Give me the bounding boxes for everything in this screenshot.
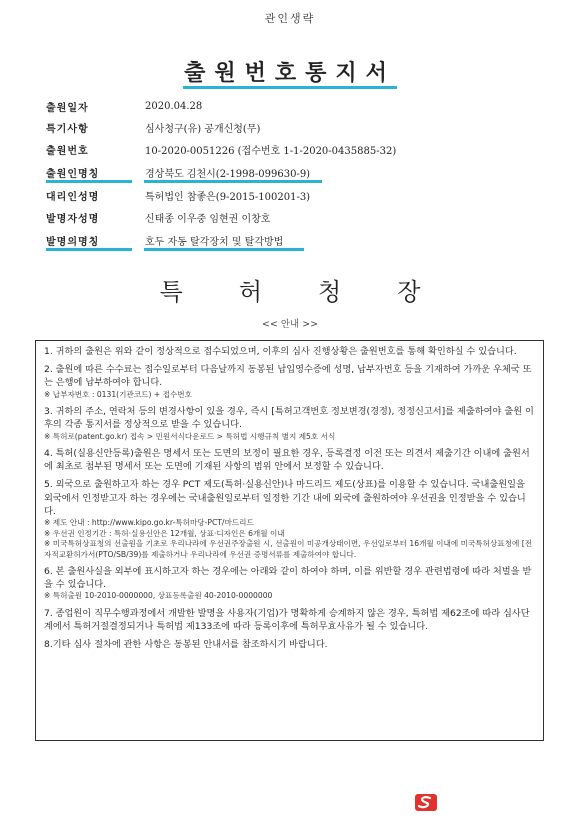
info-label: 출원인명칭 <box>46 168 100 180</box>
info-value: 심사청구(유) 공개신청(무) <box>145 123 261 135</box>
notice-text: 2. 출원에 따른 수수료는 접수일로부터 다음날까지 동봉된 납입영수증에 성명, 납부자번호 등을 기재하여 가까운 우체국 또는 은행에 납부하여야 합니다. <box>44 364 532 389</box>
info-row-applicant <box>46 163 310 181</box>
info-row-inventors <box>46 208 270 226</box>
kipo-logo-icon <box>415 794 437 811</box>
notice-text: 7. 종업원이 직무수행과정에서 개발한 발명을 사용자(기업)가 명확하게 승계하지 않은 경우, 특허법 제62조에 따라 심사단계에서 특허거절결정되거나 특허법 제133조에 따라 등록이후에 특허무효사유가 될 수 있습니다. <box>44 607 530 633</box>
office-char: 청 <box>318 278 342 306</box>
notice-item <box>44 607 535 633</box>
info-value: 10-2020-0051226 (접수번호 1-1-2020-0435885-32) <box>145 145 397 157</box>
notice-text: 8.기타 심사 절차에 관한 사항은 동봉된 안내서를 참조하시기 바랍니다. <box>44 639 328 651</box>
notice-note: ※ 납부자번호 : 0131(기관코드) + 접수번호 <box>44 389 192 399</box>
info-row-filing-date <box>46 97 202 115</box>
notice-item <box>44 638 535 651</box>
info-label: 출원일자 <box>46 102 89 114</box>
info-label: 발명자성명 <box>46 213 100 225</box>
info-label: 특기사항 <box>46 123 89 135</box>
notice-note: ※ 특허로(patent.go.kr) 접속 > 민원서식다운로드 > 특허법 시행규칙 별지 제5호 서식 <box>44 431 336 441</box>
official-seal-omitted: 관인생략 <box>264 12 316 25</box>
notice-item <box>44 565 535 602</box>
issuing-office <box>0 272 580 307</box>
notice-item <box>44 478 535 560</box>
info-value: 신태종 이우중 임현권 이창호 <box>145 213 271 225</box>
info-row-agent <box>46 186 310 204</box>
notice-text: 3. 귀하의 주소, 연락처 등의 변경사항이 있을 경우, 즉시 [특허고객번호 정보변경(경정), 정정신고서]를 제출하여야 출원 이후의 각종 통지서를 정상적으로 받을 수 있습니다. <box>44 406 534 431</box>
info-value: 2020.04.28 <box>145 100 203 112</box>
invention-label-highlight <box>46 248 132 251</box>
notice-text: 1. 귀하의 출원은 위와 같이 정상적으로 접수되었으며, 이후의 심사 진행상황은 출원번호를 통해 확인하실 수 있습니다. <box>44 346 517 357</box>
office-char: 특 <box>159 278 183 306</box>
applicant-value-highlight <box>144 180 322 183</box>
info-value: 호두 자동 탈각장치 및 탈각방법 <box>145 236 284 248</box>
notice-note: ※ 특허출원 10-2010-0000000, 상표등록출원 40-2010-0000000 <box>44 591 273 601</box>
guide-heading: << 안내 >> <box>261 319 319 330</box>
info-label: 발명의명칭 <box>46 236 100 248</box>
info-label: 대리인성명 <box>46 191 100 203</box>
notice-note: ※ 미국특허상표청의 선출원을 기초로 우리나라에 우선권주장출원 시, 선출원이 미공개상태이면, 우선일로부터 16개월 이내에 미국특허상표청에 [전자적교환허가서(PTO/SB/39)를 제출하거나 우리나라에 우선권 증명서류를 제출하여야 합니다. <box>44 539 532 559</box>
notice-box <box>35 340 544 741</box>
notice-item <box>44 447 535 473</box>
notice-text: 5. 외국으로 출원하고자 하는 경우 PCT 제도(특허·실용신안)나 마드리드 제도(상표)를 이용할 수 있습니다. 국내출원일을 외국에서 인정받고자 하는 경우에는 국내출원일로부터 일정한 기간 내에 외국에 출원하여야 우선권을 인정받을 수 있습니다. <box>44 479 526 517</box>
notice-item <box>44 345 535 358</box>
office-char: 장 <box>397 278 421 306</box>
notice-text: 4. 특허(실용신안등록)출원은 명세서 또는 도면의 보정이 필요한 경우, 등록결정 이전 또는 의견서 제출기간 이내에 출원서에 최초로 첨부된 명세서 또는 도면에 기재된 사항의 범위 안에서 보정할 수 있습니다. <box>44 448 530 473</box>
info-label: 출원번호 <box>46 145 89 157</box>
notice-text: 6. 본 출원사실을 외부에 표시하고자 하는 경우에는 아래와 같이 하여야 하며, 이를 위반할 경우 관련법령에 따라 처벌을 받을 수 있습니다. <box>44 566 532 591</box>
info-row-invention-title <box>46 231 283 249</box>
title-highlight <box>183 86 397 89</box>
info-value: 특허법인 참좋은(9-2015-100201-3) <box>145 191 311 203</box>
document-title: 출원번호통지서 <box>184 61 396 86</box>
invention-value-highlight <box>144 248 304 251</box>
notice-note: ※ 제도 안내 : http://www.kipo.go.kr-특허마당-PCT/마드리드 <box>44 518 254 528</box>
notice-item <box>44 363 535 400</box>
info-value: 경상북도 김천시(2-1998-099630-9) <box>145 168 311 180</box>
applicant-label-highlight <box>46 180 132 183</box>
notice-note: ※ 우선권 인정기간 : 특허·실용신안은 12개월, 상표·디자인은 6개월 이내 <box>44 528 285 538</box>
notice-item <box>44 405 535 442</box>
info-row-application-number <box>46 140 396 158</box>
info-row-special-notes <box>46 118 260 136</box>
office-char: 허 <box>238 278 262 306</box>
